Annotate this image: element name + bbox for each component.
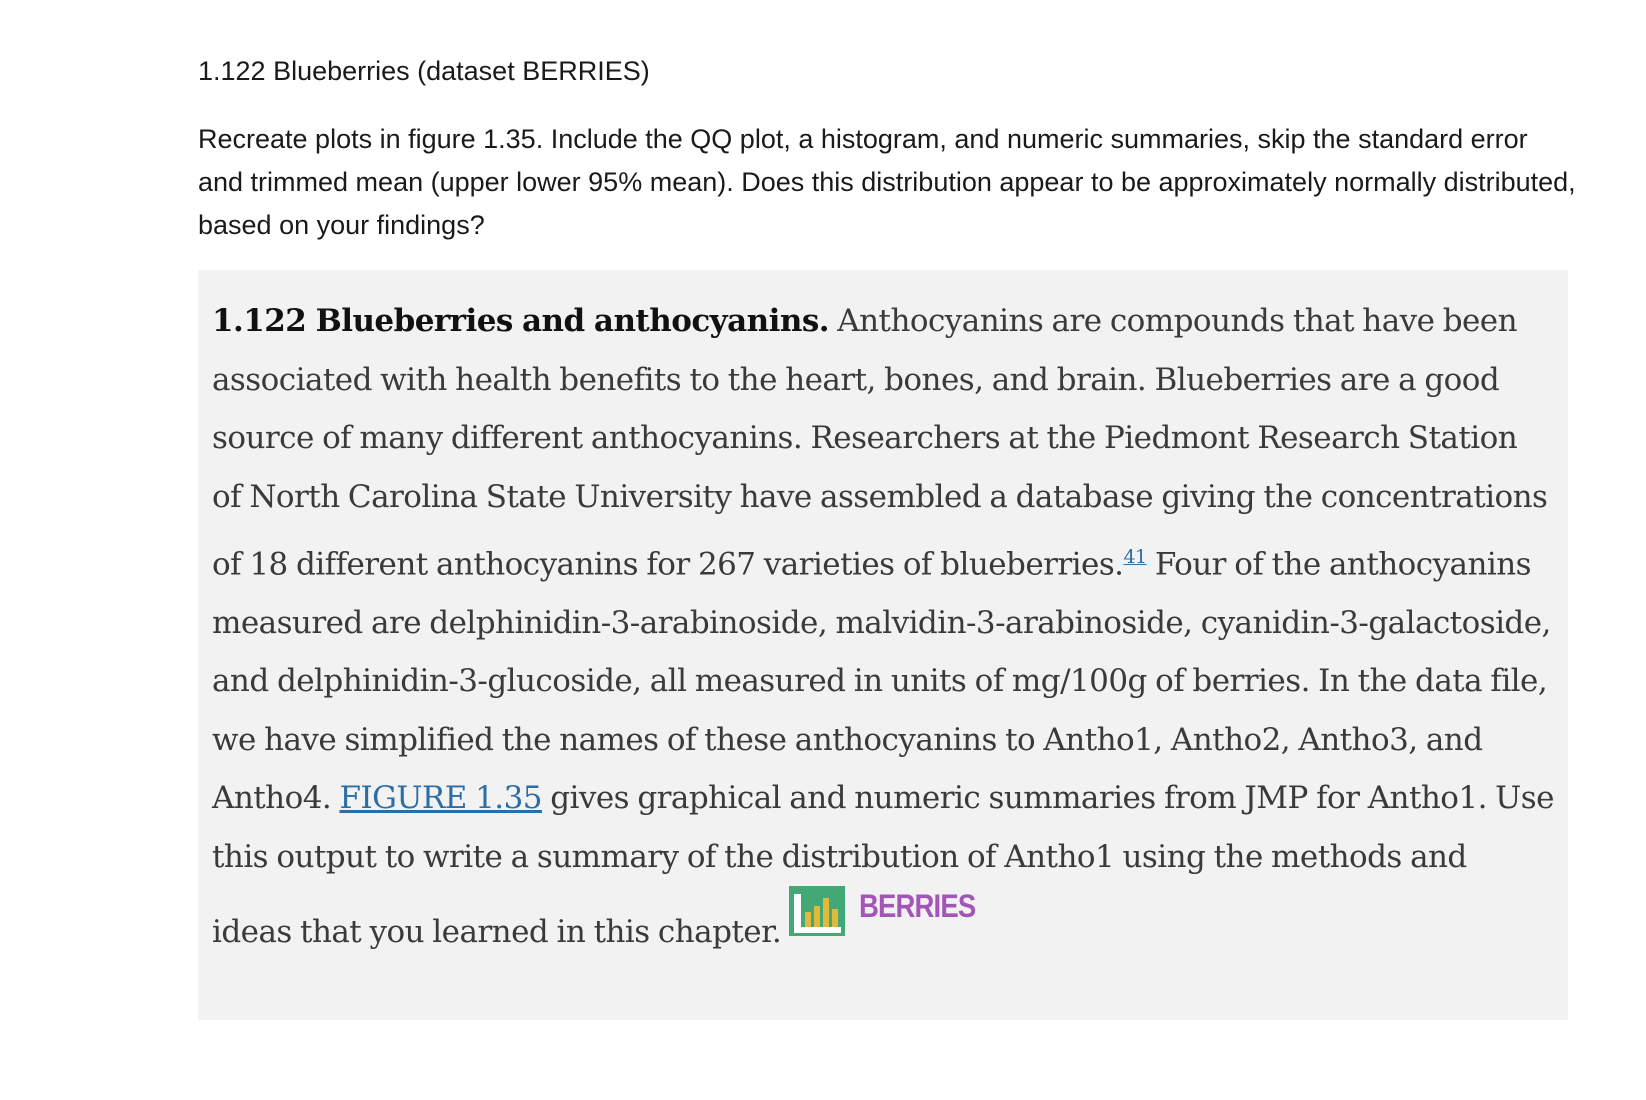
excerpt-text-part-1: Anthocyanins are compounds that have been associated with health benefits to the heart, bones, and brain. Blueberries are a good source of many different anthocyanins. Researchers at the Piedmont Research Station of North Carolina State University have assembled a database giving the concentrations of 18 different anthocyanins for 267 varieties of blueberries. bbox=[212, 303, 1548, 583]
excerpt-title: 1.122 Blueberries and anthocyanins. bbox=[212, 303, 829, 339]
footnote-link[interactable]: 41 bbox=[1123, 546, 1147, 568]
figure-link[interactable]: FIGURE 1.35 bbox=[339, 780, 542, 817]
excerpt-text-part-3: gives graphical and numeric summaries from JMP for Antho1. Use this output to write a summary of the distribution of Antho1 using the methods and ideas that you learned in this chapter. bbox=[212, 780, 1554, 951]
dataset-badge[interactable] bbox=[789, 886, 994, 936]
bar-chart-icon bbox=[789, 886, 845, 936]
dataset-badge-label: BERRIES bbox=[859, 888, 976, 925]
textbook-excerpt bbox=[198, 270, 1568, 1020]
exercise-instructions: Recreate plots in figure 1.35. Include the QQ plot, a histogram, and numeric summaries, skip the standard error and trimmed mean (upper lower 95% mean). Does this distribution appear to be approximately normally distributed, based on your findings? bbox=[198, 124, 1576, 240]
footnote-marker bbox=[1123, 540, 1146, 570]
exercise-heading: 1.122 Blueberries (dataset BERRIES) bbox=[198, 56, 650, 86]
excerpt-text-part-2: Four of the anthocyanins measured are delphinidin-3-arabinoside, malvidin-3-arabinoside, cyanidin-3-galactoside, and delphinidin-3-glucoside, all measured in units of mg/100g of berries. In the data file, we have simplified the names of these anthocyanins to Antho1, Antho2, Antho3, and Antho4. bbox=[212, 546, 1551, 817]
excerpt-paragraph bbox=[212, 292, 1554, 962]
